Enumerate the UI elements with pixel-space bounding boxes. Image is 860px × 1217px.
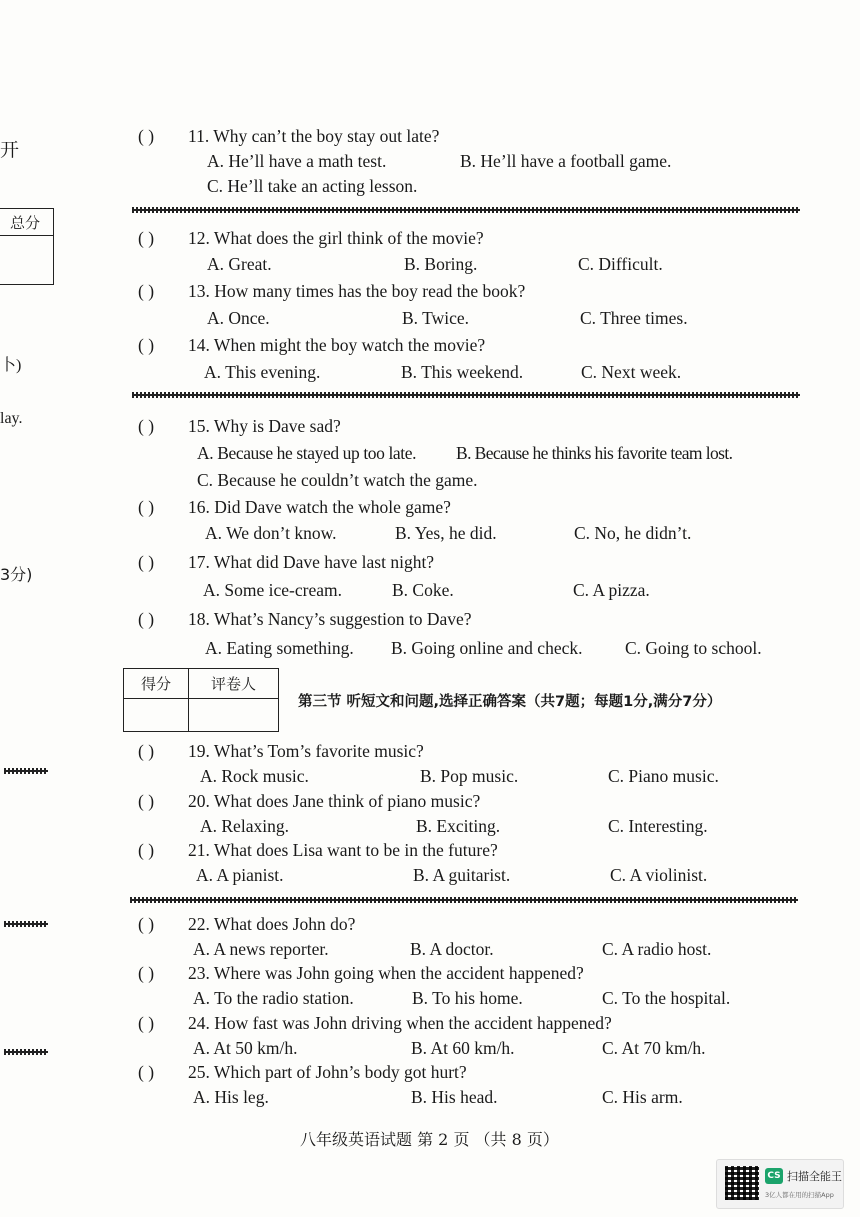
answer-paren: ( ) [138, 741, 155, 761]
page-footer: 八年级英语试题 第 2 页 （共 8 页） [300, 1130, 559, 1149]
question-24: 24. How fast was John driving when the accident happened? [188, 1013, 612, 1033]
margin-wavy-1 [4, 768, 48, 774]
margin-fragment-3: lay. [0, 410, 23, 427]
q21-option-a: A. A pianist. [196, 865, 284, 885]
q17-option-c: C. A pizza. [573, 580, 650, 600]
question-18: 18. What’s Nancy’s suggestion to Dave? [188, 609, 472, 629]
answer-paren: ( ) [138, 840, 155, 860]
question-13: 13. How many times has the boy read the book? [188, 281, 526, 301]
total-score-label: 总分 [0, 209, 54, 236]
q21-option-c: C. A violinist. [610, 865, 708, 885]
score-cell [124, 699, 189, 732]
q18-option-b: B. Going online and check. [391, 638, 583, 658]
camscanner-tagline: 3亿人都在用的扫描App [765, 1191, 834, 1199]
q23-option-b: B. To his home. [412, 988, 523, 1008]
q25-option-a: A. His leg. [193, 1087, 269, 1107]
q23-option-a: A. To the radio station. [193, 988, 354, 1008]
question-19: 19. What’s Tom’s favorite music? [188, 741, 424, 761]
q14-option-a: A. This evening. [204, 362, 321, 382]
total-score-cell [0, 236, 54, 285]
answer-paren: ( ) [138, 497, 155, 517]
q13-option-c: C. Three times. [580, 308, 688, 328]
q18-option-a: A. Eating something. [205, 638, 354, 658]
answer-paren: ( ) [138, 914, 155, 934]
answer-paren: ( ) [138, 1062, 155, 1082]
grader-cell [189, 699, 279, 732]
camscanner-name: 扫描全能王 [787, 1170, 842, 1183]
q17-option-a: A. Some ice-cream. [203, 580, 342, 600]
q20-option-b: B. Exciting. [416, 816, 501, 836]
q16-option-c: C. No, he didn’t. [574, 523, 692, 543]
q18-option-c: C. Going to school. [625, 638, 762, 658]
answer-paren: ( ) [138, 963, 155, 983]
q12-option-c: C. Difficult. [578, 254, 663, 274]
q24-option-c: C. At 70 km/h. [602, 1038, 706, 1058]
q22-option-c: C. A radio host. [602, 939, 712, 959]
answer-paren: ( ) [138, 335, 155, 355]
q16-option-b: B. Yes, he did. [395, 523, 497, 543]
q24-option-b: B. At 60 km/h. [411, 1038, 515, 1058]
q11-option-b: B. He’ll have a football game. [460, 151, 672, 171]
q19-option-b: B. Pop music. [420, 766, 519, 786]
question-21: 21. What does Lisa want to be in the future? [188, 840, 498, 860]
camscanner-logo-icon: CS [765, 1168, 783, 1184]
section-3-title: 第三节 听短文和问题,选择正确答案（共7题；每题1分,满分7分） [298, 694, 722, 710]
answer-paren: ( ) [138, 281, 155, 301]
q11-option-c: C. He’ll take an acting lesson. [207, 176, 418, 196]
question-16: 16. Did Dave watch the whole game? [188, 497, 451, 517]
q15-option-c: C. Because he couldn’t watch the game. [197, 470, 478, 490]
q24-option-a: A. At 50 km/h. [193, 1038, 298, 1058]
question-14: 14. When might the boy watch the movie? [188, 335, 486, 355]
answer-paren: ( ) [138, 126, 155, 146]
margin-wavy-3 [4, 1049, 48, 1055]
q16-option-a: A. We don’t know. [205, 523, 337, 543]
q12-option-b: B. Boring. [404, 254, 478, 274]
q19-option-a: A. Rock music. [200, 766, 309, 786]
q25-option-b: B. His head. [411, 1087, 498, 1107]
answer-paren: ( ) [138, 609, 155, 629]
q13-option-b: B. Twice. [402, 308, 469, 328]
qr-code-icon [725, 1166, 759, 1200]
q14-option-c: C. Next week. [581, 362, 682, 382]
question-17: 17. What did Dave have last night? [188, 552, 435, 572]
divider-wavy [132, 207, 800, 213]
score-label: 得分 [124, 669, 189, 699]
q19-option-c: C. Piano music. [608, 766, 719, 786]
question-25: 25. Which part of John’s body got hurt? [188, 1062, 467, 1082]
question-11: 11. Why can’t the boy stay out late? [188, 126, 440, 146]
grader-label: 评卷人 [189, 669, 279, 699]
q23-option-c: C. To the hospital. [602, 988, 731, 1008]
margin-fragment-2: 卜) [0, 357, 22, 374]
margin-fragment-1: 开 [0, 139, 20, 161]
divider-wavy [130, 897, 798, 903]
q25-option-c: C. His arm. [602, 1087, 683, 1107]
q20-option-c: C. Interesting. [608, 816, 708, 836]
q22-option-b: B. A doctor. [410, 939, 494, 959]
answer-paren: ( ) [138, 791, 155, 811]
question-23: 23. Where was John going when the accident happened? [188, 963, 584, 983]
q15-option-a: A. Because he stayed up too late. [197, 443, 417, 463]
question-12: 12. What does the girl think of the movie? [188, 228, 484, 248]
q15-option-b: B. Because he thinks his favorite team lost. [456, 443, 733, 463]
answer-paren: ( ) [138, 1013, 155, 1033]
q12-option-a: A. Great. [207, 254, 272, 274]
q17-option-b: B. Coke. [392, 580, 454, 600]
q11-option-a: A. He’ll have a math test. [207, 151, 387, 171]
answer-paren: ( ) [138, 416, 155, 436]
answer-paren: ( ) [138, 228, 155, 248]
question-22: 22. What does John do? [188, 914, 356, 934]
margin-fragment-4: 3分) [0, 565, 33, 584]
divider-wavy [132, 392, 800, 398]
question-20: 20. What does Jane think of piano music? [188, 791, 481, 811]
answer-paren: ( ) [138, 552, 155, 572]
q21-option-b: B. A guitarist. [413, 865, 511, 885]
q20-option-a: A. Relaxing. [200, 816, 289, 836]
camscanner-watermark [716, 1159, 844, 1209]
q22-option-a: A. A news reporter. [193, 939, 329, 959]
q14-option-b: B. This weekend. [401, 362, 524, 382]
total-score-box [0, 208, 54, 285]
margin-wavy-2 [4, 921, 48, 927]
question-15: 15. Why is Dave sad? [188, 416, 341, 436]
q13-option-a: A. Once. [207, 308, 270, 328]
section-score-box [123, 668, 279, 732]
